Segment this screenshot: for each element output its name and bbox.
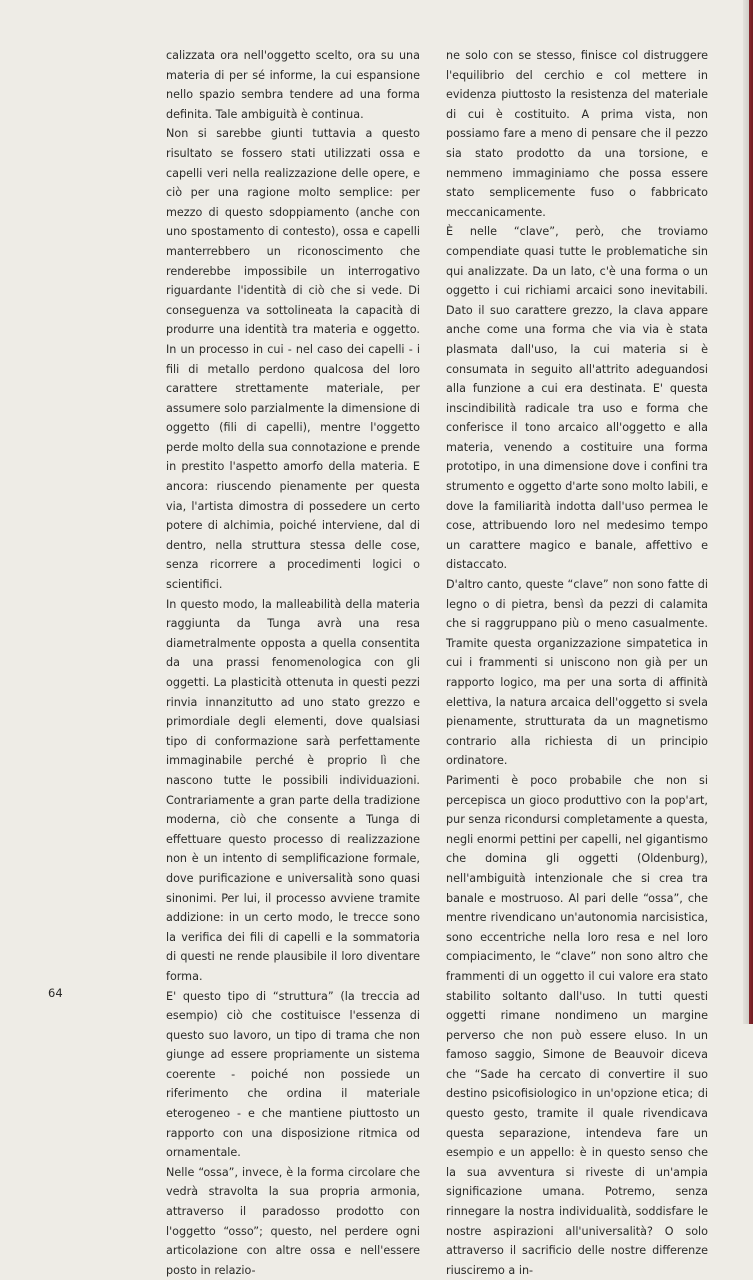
paragraph: ne solo con se stesso, finisce col distruggere l'equilibrio del cerchio e col mettere in evidenza piuttosto la resistenza del materiale di cui è costituito. A prima vista, non possiamo fare a meno di pensare che il pezzo sia stato prodotto da una torsione, e nemmeno immaginiamo che possa essere stato semplicemente fuso o fabbricato meccanicamente.	[446, 49, 708, 219]
paragraph: E' questo tipo di “struttura” (la treccia ad esempio) ciò che costituisce l'essenza di questo suo lavoro, un tipo di trama che non giunge ad essere propriamente un sistema coerente - poiché non possiede un riferimento che ordina il materiale eterogeneo - e che mantiene piuttosto un rapporto con una disposizione ritmica od ornamentale.	[166, 989, 420, 1160]
text-column-left	[166, 46, 420, 1280]
paragraph: Non si sarebbe giunti tuttavia a questo risultato se fossero stati utilizzati ossa e capelli veri nella realizzazione delle opere, e ciò per una ragione molto semplice: per mezzo di questo sdoppiamento (anche con uno spostamento di contesto), ossa e capelli manterrebbero un riconoscimento che renderebbe impossibile un interrogativo riguardante l'identità di ciò che si vede. Di conseguenza va sottolineata la capacità di produrre una identità tra materia e oggetto. In un processo in cui - nel caso dei capelli - i fili di metallo perdono qualcosa del loro carattere strettamente materiale, per assumere solo parzialmente la dimensione di oggetto (fili di capelli), mentre l'oggetto perde molto della sua connotazione e prende in prestito l'aspetto amorfo della materia. E ancora: riuscendo pienamente per questa via, l'artista dimostra di possedere un certo potere di alchimia, poiché interviene, dal di dentro, nella struttura stessa delle cose, senza ricorrere a procedimenti logici o scientifici.	[166, 127, 420, 592]
paragraph: Parimenti è poco probabile che non si percepisca un gioco produttivo con la pop'art, pur senza ricondursi completamente a questa, negli enormi pettini per capelli, nel gigantismo che domina gli oggetti (Oldenburg), nell'ambiguità intenzionale che si crea tra banale e mostruoso. Al pari delle “ossa”, che mentre rivendicano un'autonomia narcisistica, sono eccentriche nella loro resa e nel loro compiacimento, le “clave” non sono altro che frammenti di un oggetto il cui valore era stato stabilito soltanto dall'uso. In tutti questi oggetti rimane nondimeno un margine perverso che non può essere eluso. In un famoso saggio, Simone de Beauvoir diceva che “Sade ha cercato di convertire il suo destino psicofisiologico in un'opzione etica; di questo gesto, tramite il quale rivendicava questa separazione, intendeva fare un esempio e un appello: è in questo senso che la sua avventura si riveste di un'ampia significazione umana. Potremo, senza rinnegare la nostra individualità, soddisfare le nostre aspirazioni all'universalità? O solo attraverso il sacrificio delle nostre differenze riusciremo a in-	[446, 773, 708, 1277]
paragraph: In questo modo, la malleabilità della materia raggiunta da Tunga avrà una resa diametralmente opposta a quella consentita da una prassi fenomenologica con gli oggetti. La plasticità ottenuta in questi pezzi rinvia innanzitutto ad uno stato grezzo e primordiale degli elementi, dove qualsiasi tipo di conformazione sarà perfettamente immaginabile perché è proprio lì che nascono tutte le possibili individuazioni. Contrariamente a gran parte della tradizione moderna, ciò che consente a Tunga di effettuare questo processo di realizzazione non è un intento di semplificazione formale, dove purificazione e universalità sono quasi sinonimi. Per lui, il processo avviene tramite addizione: in un certo modo, le trecce sono la verifica dei fili di capelli e la sommatoria di questi ne rende plausibile il loro diventare forma.	[166, 597, 420, 983]
paragraph: D'altro canto, queste “clave” non sono fatte di legno o di pietra, bensì da pezzi di calamita che si raggruppano più o meno casualmente. Tramite questa organizzazione simpatetica in cui i frammenti si uniscono non già per un rapporto logico, ma per una sorta di affinità elettiva, la natura arcaica dell'oggetto si svela pienamente, strutturata da un magnetismo contrario alla richiesta di un principio ordinatore.	[446, 578, 708, 768]
text-column-right	[446, 46, 708, 1280]
paragraph: calizzata ora nell'oggetto scelto, ora su una materia di per sé informe, la cui espansione nello spazio sembra tendere ad una forma definita. Tale ambiguità è continua.	[166, 49, 420, 121]
page-number: 64	[48, 986, 63, 1000]
page-edge	[743, 0, 753, 1024]
paragraph: È nelle “clave”, però, che troviamo compendiate quasi tutte le problematiche sin qui analizzate. Da un lato, c'è una forma o un oggetto i cui richiami arcaici sono inevitabili. Dato il suo carattere grezzo, la clava appare anche come una forma che via via è stata plasmata dall'uso, la cui materia si è consumata in seguito all'attrito adeguandosi alla funzione a cui era destinata. E' questa inscindibilità radicale tra uso e forma che conferisce il tono arcaico all'oggetto e alla materia, venendo a costituire una forma prototipo, in una dimensione dove i confini tra strumento e oggetto d'arte sono molto labili, e dove la familiarità indotta dall'uso permea le cose, attribuendo loro nel medesimo tempo un carattere magico e banale, affettivo e distaccato.	[446, 225, 708, 572]
paragraph: Nelle “ossa”, invece, è la forma circolare che vedrà stravolta la sua propria armonia, attraverso il paradosso prodotto con l'oggetto “osso”; questo, nel perdere ogni articolazione con altre ossa e nell'essere posto in relazio-	[166, 1165, 420, 1277]
